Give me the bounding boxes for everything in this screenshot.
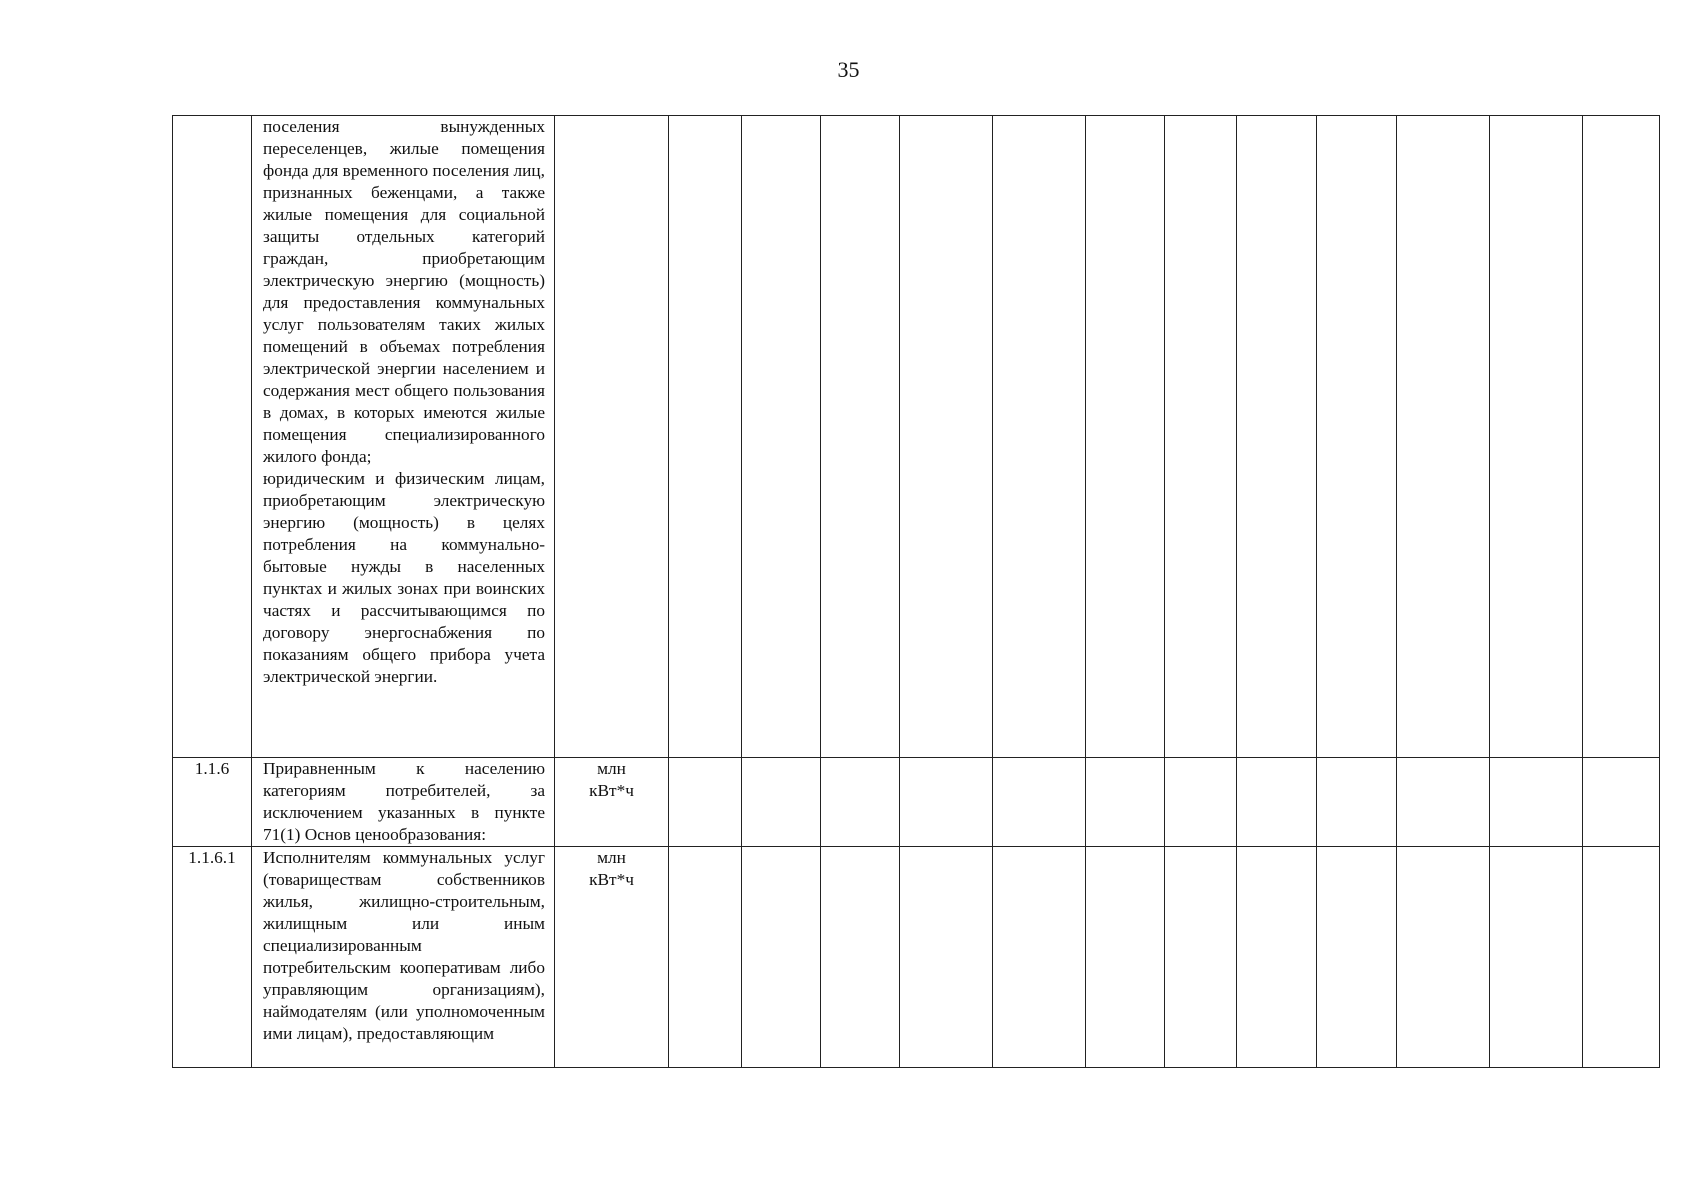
value-cell — [993, 116, 1086, 758]
value-cell — [1165, 847, 1237, 1068]
value-cell — [1237, 758, 1317, 847]
value-cell — [1583, 116, 1660, 758]
unit-cell — [555, 847, 669, 1068]
value-cell — [1490, 847, 1583, 1068]
table-row — [173, 847, 1660, 1068]
value-cell — [1086, 758, 1165, 847]
value-cell — [900, 847, 993, 1068]
value-cell — [1397, 116, 1490, 758]
value-cell — [742, 116, 821, 758]
description-paragraph: юридическим и физическим лицам, приобретающим электрическую энергию (мощность) в целях потребления на коммунально-бытовые нужды в населенных пунктах и жилых зонах при воинских частях и рассчитывающимся по договору энергоснабжения по показаниям общего прибора учета электрической энергии. — [263, 469, 545, 686]
unit-cell — [555, 758, 669, 847]
value-cell — [900, 758, 993, 847]
value-cell — [1317, 116, 1397, 758]
value-cell — [1583, 758, 1660, 847]
value-cell — [669, 758, 742, 847]
page-number: 35 — [837, 57, 860, 82]
value-cell — [993, 847, 1086, 1068]
value-cell — [1237, 847, 1317, 1068]
unit-line: кВт*ч — [589, 870, 634, 889]
value-cell — [1490, 758, 1583, 847]
value-cell — [821, 116, 900, 758]
value-cell — [821, 758, 900, 847]
value-cell — [1165, 758, 1237, 847]
tariff-table — [172, 115, 1660, 1068]
unit-line: млн — [597, 848, 626, 867]
value-cell — [669, 116, 742, 758]
value-cell — [1086, 116, 1165, 758]
unit-line: кВт*ч — [589, 781, 634, 800]
description-paragraph: поселения вынужденных переселенцев, жилые помещения фонда для временного поселения лиц, признанных беженцами, а также жилые помещения для социальной защиты отдельных категорий граждан, приобретающим электрическую энергию (мощность) для предоставления коммунальных услуг пользователям таких жилых помещений в объемах потребления электрической энергии населением и содержания мест общего пользования в домах, в которых имеются жилые помещения специализированного жилого фонда; — [263, 117, 545, 466]
value-cell — [742, 758, 821, 847]
value-cell — [1397, 758, 1490, 847]
table-row — [173, 758, 1660, 847]
table-row — [173, 116, 1660, 758]
value-cell — [1317, 847, 1397, 1068]
unit-cell — [555, 116, 669, 758]
row-number-cell: 1.1.6 — [173, 758, 252, 847]
value-cell — [742, 847, 821, 1068]
row-number-cell — [173, 116, 252, 758]
value-cell — [993, 758, 1086, 847]
description-paragraph: Приравненным к населению категориям потребителей, за исключением указанных в пункте 71(1) Основ ценообразования: — [263, 759, 545, 844]
value-cell — [1237, 116, 1317, 758]
row-number-cell: 1.1.6.1 — [173, 847, 252, 1068]
row-description-cell — [252, 758, 555, 847]
value-cell — [669, 847, 742, 1068]
value-cell — [1490, 116, 1583, 758]
description-paragraph: Исполнителям коммунальных услуг (товариществам собственников жилья, жилищно-строительным, жилищным или иным специализированным потребительским кооперативам либо управляющим организациям), наймодателям (или уполномоченным ими лицам), предоставляющим — [263, 848, 545, 1043]
value-cell — [1317, 758, 1397, 847]
row-description-cell — [252, 847, 555, 1068]
value-cell — [1086, 847, 1165, 1068]
value-cell — [900, 116, 993, 758]
value-cell — [1397, 847, 1490, 1068]
unit-line: млн — [597, 759, 626, 778]
row-description-cell — [252, 116, 555, 758]
value-cell — [1583, 847, 1660, 1068]
value-cell — [1165, 116, 1237, 758]
value-cell — [821, 847, 900, 1068]
